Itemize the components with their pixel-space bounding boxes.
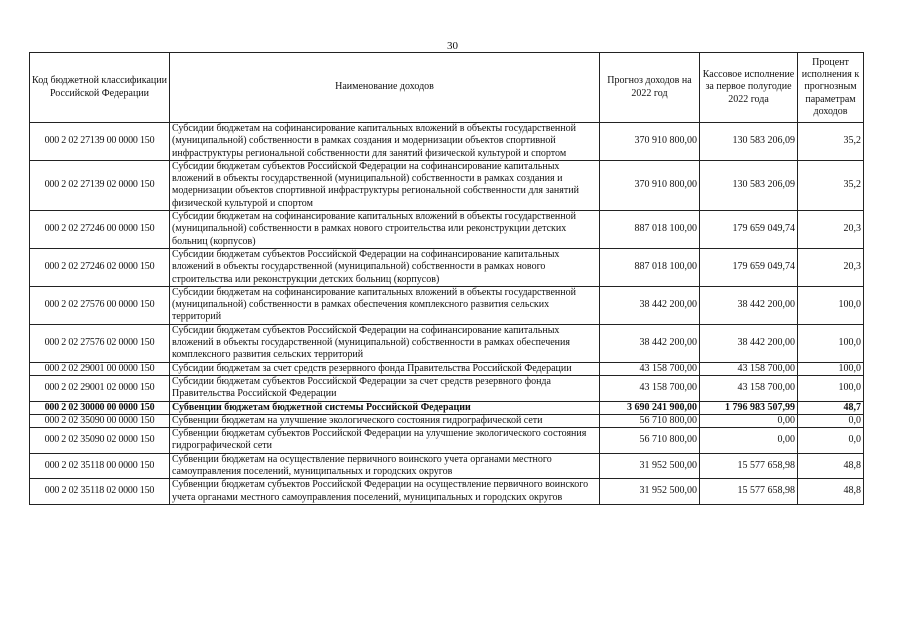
- row-forecast: 31 952 500,00: [600, 453, 700, 479]
- row-code: 000 2 02 27576 00 0000 150: [30, 286, 170, 324]
- table-row: [30, 453, 864, 479]
- table-row: [30, 160, 864, 210]
- row-percent: 48,8: [798, 453, 864, 479]
- header-percent: Процент исполнения к прогнозным параметрам доходов: [798, 53, 864, 123]
- row-code: 000 2 02 35090 00 0000 150: [30, 414, 170, 427]
- table-body: [30, 123, 864, 505]
- row-execution: 38 442 200,00: [700, 324, 798, 362]
- table-row: [30, 401, 864, 414]
- header-code: Код бюджетной классификации Российской Федерации: [30, 53, 170, 123]
- row-forecast: 38 442 200,00: [600, 324, 700, 362]
- row-code: 000 2 02 29001 02 0000 150: [30, 375, 170, 401]
- row-percent: 0,0: [798, 428, 864, 454]
- row-code: 000 2 02 27139 00 0000 150: [30, 123, 170, 161]
- budget-table: [29, 52, 864, 505]
- row-name: Субсидии бюджетам субъектов Российской Федерации на софинансирование капитальных вложений в объекты государственной (муниципальной) собственности в рамках нового строительства или реконструкции детских больниц (корпусов): [170, 248, 600, 286]
- row-percent: 35,2: [798, 160, 864, 210]
- row-execution: 0,00: [700, 428, 798, 454]
- row-code: 000 2 02 27576 02 0000 150: [30, 324, 170, 362]
- row-execution: 130 583 206,09: [700, 160, 798, 210]
- row-forecast: 887 018 100,00: [600, 248, 700, 286]
- row-name: Субсидии бюджетам субъектов Российской Федерации на софинансирование капитальных вложений в объекты государственной (муниципальной) собственности в рамках создания и модернизации объектов спортивной инфраструктуры региональной собственности для занятий физической культурой и спортом: [170, 160, 600, 210]
- row-forecast: 370 910 800,00: [600, 160, 700, 210]
- row-name: Субвенции бюджетам на осуществление первичного воинского учета органами местного самоуправления поселений, муниципальных и городских округов: [170, 453, 600, 479]
- row-name: Субсидии бюджетам на софинансирование капитальных вложений в объекты государственной (муниципальной) собственности в рамках обеспечения комплексного развития сельских территорий: [170, 286, 600, 324]
- row-code: 000 2 02 27139 02 0000 150: [30, 160, 170, 210]
- table-row: [30, 414, 864, 427]
- row-name: Субвенции бюджетам бюджетной системы Российской Федерации: [170, 401, 600, 414]
- table-row: [30, 479, 864, 505]
- header-name: Наименование доходов: [170, 53, 600, 123]
- row-forecast: 3 690 241 900,00: [600, 401, 700, 414]
- row-execution: 130 583 206,09: [700, 123, 798, 161]
- row-forecast: 370 910 800,00: [600, 123, 700, 161]
- row-name: Субвенции бюджетам субъектов Российской Федерации на осуществление первичного воинского учета органами местного самоуправления поселений, муниципальных и городских округов: [170, 479, 600, 505]
- table-row: [30, 211, 864, 249]
- row-code: 000 2 02 27246 02 0000 150: [30, 248, 170, 286]
- table-row: [30, 428, 864, 454]
- table-row: [30, 123, 864, 161]
- row-code: 000 2 02 30000 00 0000 150: [30, 401, 170, 414]
- header-forecast: Прогноз доходов на 2022 год: [600, 53, 700, 123]
- row-execution: 179 659 049,74: [700, 248, 798, 286]
- row-execution: 15 577 658,98: [700, 479, 798, 505]
- row-execution: 38 442 200,00: [700, 286, 798, 324]
- row-name: Субсидии бюджетам на софинансирование капитальных вложений в объекты государственной (муниципальной) собственности в рамках нового строительства или реконструкции детских больниц (корпусов): [170, 211, 600, 249]
- row-execution: 15 577 658,98: [700, 453, 798, 479]
- row-percent: 100,0: [798, 375, 864, 401]
- row-forecast: 31 952 500,00: [600, 479, 700, 505]
- row-percent: 0,0: [798, 414, 864, 427]
- row-name: Субсидии бюджетам на софинансирование капитальных вложений в объекты государственной (муниципальной) собственности в рамках создания и модернизации объектов спортивной инфраструктуры региональной собственности для занятий физической культурой и спортом: [170, 123, 600, 161]
- table-row: [30, 248, 864, 286]
- row-execution: 43 158 700,00: [700, 375, 798, 401]
- row-forecast: 43 158 700,00: [600, 375, 700, 401]
- row-code: 000 2 02 27246 00 0000 150: [30, 211, 170, 249]
- page-number: 30: [447, 40, 458, 52]
- row-forecast: 887 018 100,00: [600, 211, 700, 249]
- row-percent: 35,2: [798, 123, 864, 161]
- row-name: Субсидии бюджетам субъектов Российской Федерации на софинансирование капитальных вложений в объекты государственной (муниципальной) собственности в рамках обеспечения комплексного развития сельских территорий: [170, 324, 600, 362]
- row-forecast: 56 710 800,00: [600, 414, 700, 427]
- row-forecast: 38 442 200,00: [600, 286, 700, 324]
- row-percent: 20,3: [798, 248, 864, 286]
- row-execution: 179 659 049,74: [700, 211, 798, 249]
- row-code: 000 2 02 35090 02 0000 150: [30, 428, 170, 454]
- row-forecast: 56 710 800,00: [600, 428, 700, 454]
- row-percent: 20,3: [798, 211, 864, 249]
- row-execution: 0,00: [700, 414, 798, 427]
- row-execution: 1 796 983 507,99: [700, 401, 798, 414]
- row-execution: 43 158 700,00: [700, 362, 798, 375]
- row-forecast: 43 158 700,00: [600, 362, 700, 375]
- table-row: [30, 286, 864, 324]
- row-percent: 100,0: [798, 362, 864, 375]
- row-code: 000 2 02 35118 00 0000 150: [30, 453, 170, 479]
- header-execution: Кассовое исполнение за первое полугодие 2022 года: [700, 53, 798, 123]
- row-percent: 100,0: [798, 324, 864, 362]
- row-code: 000 2 02 35118 02 0000 150: [30, 479, 170, 505]
- table-header-row: [30, 53, 864, 123]
- row-name: Субсидии бюджетам за счет средств резервного фонда Правительства Российской Федерации: [170, 362, 600, 375]
- row-code: 000 2 02 29001 00 0000 150: [30, 362, 170, 375]
- row-name: Субсидии бюджетам субъектов Российской Федерации за счет средств резервного фонда Правительства Российской Федерации: [170, 375, 600, 401]
- table-row: [30, 362, 864, 375]
- row-percent: 100,0: [798, 286, 864, 324]
- row-name: Субвенции бюджетам на улучшение экологического состояния гидрографической сети: [170, 414, 600, 427]
- row-percent: 48,7: [798, 401, 864, 414]
- table-row: [30, 324, 864, 362]
- row-percent: 48,8: [798, 479, 864, 505]
- table-row: [30, 375, 864, 401]
- row-name: Субвенции бюджетам субъектов Российской Федерации на улучшение экологического состояния гидрографической сети: [170, 428, 600, 454]
